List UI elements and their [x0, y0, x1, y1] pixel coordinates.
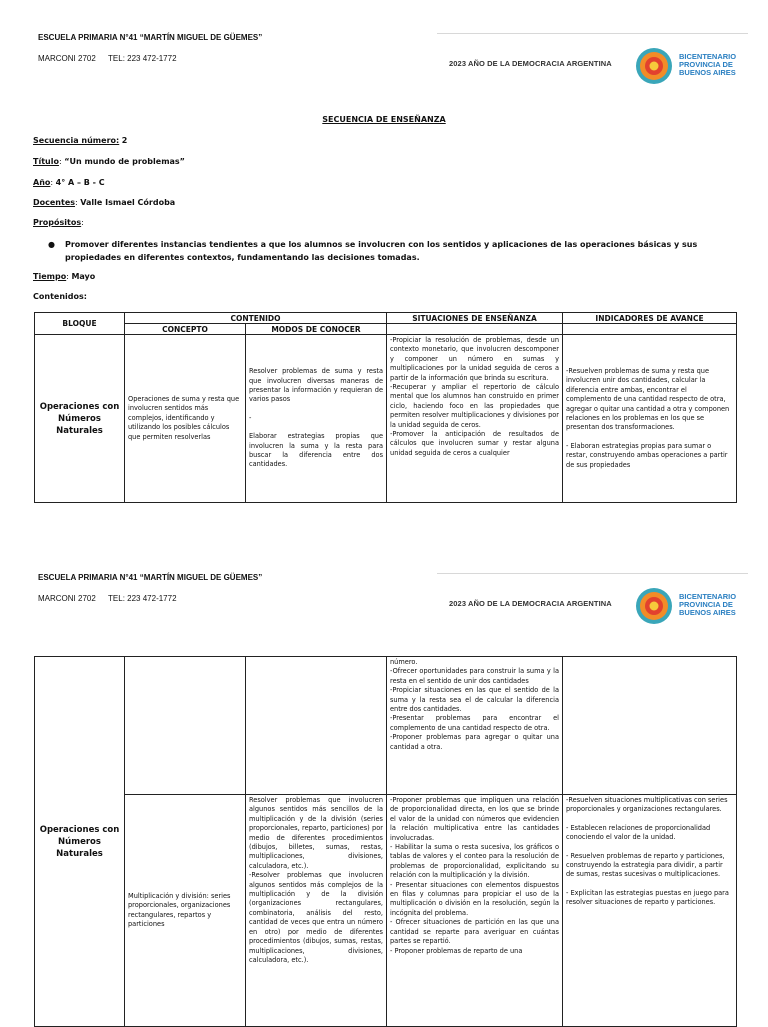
banner-logo-text: [679, 593, 736, 617]
secuencia-value: 2: [121, 136, 128, 145]
cell-concepto: Operaciones de suma y resta que involucren sentidos más complejos, identificando y utilizando los posibles cálculos que permiten resolverlas: [125, 335, 246, 503]
bicentenario-banner: [437, 573, 748, 637]
situaciones-paragraph: -Propiciar la resolución de problemas, desde un contexto monetario, que involucren descomponer y componer un número en sumas y multiplicaciones por la unidad seguida de ceros a partir de la información que brinda su escritura.: [390, 336, 560, 382]
school-phone: TEL: 223 472-1772: [108, 594, 177, 603]
indicadores-paragraph: - Establecen relaciones de proporcionalidad conociendo el valor de la unidad.: [566, 823, 711, 842]
indicadores-paragraph: - Resuelven problemas de reparto y particiones, construyendo la estrategia para dividir, a partir de sumas, restas sucesivas o multiplicaciones.: [566, 851, 725, 879]
tiempo-line: Tiempo: Mayo: [33, 272, 96, 281]
secuencia-line: [33, 136, 127, 145]
docentes-line: Docentes: Valle Ismael Córdoba: [33, 198, 176, 207]
cell-situaciones: [387, 795, 563, 1027]
school-name: ESCUELA PRIMARIA N°41 “MARTÍN MIGUEL DE GÜEMES”: [38, 33, 263, 42]
table-row: [35, 795, 737, 1027]
banner-text: 2023 AÑO DE LA DEMOCRACIA ARGENTINA: [449, 599, 612, 608]
indicadores-paragraph: -Resuelven problemas de suma y resta que involucren unir dos cantidades, calcular la diferencia entre ambas, encontrar el complemento de una cantidad respecto de otra, agregar o quitar una cantidad a otra y componen relaciones en los problemas en los que se presentan dos transformaciones.: [566, 366, 730, 432]
indicadores-paragraph: -Resuelven situaciones multiplicativas con series proporcionales y organizaciones rectangulares.: [566, 796, 728, 814]
school-contact: [38, 54, 177, 63]
header-bloque: BLOQUE: [35, 313, 125, 335]
modos-paragraph: Elaborar estrategias propias que involucren la suma y la resta para buscar la diferencia entre dos cantidades.: [249, 432, 384, 469]
indicadores-paragraph: - Explicitan las estrategias puestas en juego para resolver situaciones de reparto y particiones.: [566, 888, 729, 907]
modos-paragraph: Resolver problemas que involucren algunos sentidos más sencillos de la multiplicación y de la división (series proporcionales, reparto, particiones) por medio de diferentes procedimientos (dibujos, billetes, sumas, restas, multiplicaciones, divisiones, calculadora, etc.).: [249, 796, 383, 870]
modos-paragraph: Resolver problemas de suma y resta que involucren diversas maneras de presentar la información y requieran de varios pasos: [249, 367, 384, 404]
cell-modos: [246, 335, 387, 503]
header-indicadores: INDICADORES DE AVANCE: [563, 313, 737, 324]
indicadores-paragraph: - Elaboran estrategias propias para sumar o restar, construyendo ambas operaciones a partir de sus propiedades: [566, 441, 728, 469]
header-modos: MODOS DE CONOCER: [246, 324, 387, 335]
sun-logo-icon: [634, 46, 674, 86]
banner-logo-line: BUENOS AIRES: [679, 608, 736, 617]
header-situaciones: SITUACIONES DE ENSEÑANZA: [387, 313, 563, 324]
contenidos-table-continued: [34, 656, 737, 1027]
titulo-line: Título: “Un mundo de problemas”: [33, 157, 185, 166]
situaciones-paragraph: -Promover la anticipación de resultados de cálculos que involucren sumar y restar alguna unidad seguida de ceros a cualquier: [390, 430, 560, 457]
tiempo-value: Mayo: [71, 272, 96, 281]
cell-situaciones: [387, 657, 563, 795]
anio-label: Año: [33, 178, 51, 187]
table-subheader-row: [35, 324, 737, 335]
tiempo-label: Tiempo: [33, 272, 67, 281]
situaciones-paragraph: - Presentar situaciones con elementos dispuestos en filas y columnas para propiciar el uso de la multiplicación o división en la resolución, según la incógnita del problema.: [390, 880, 559, 917]
situaciones-paragraph: - Habilitar la suma o resta sucesiva, los gráficos o tablas de valores y el conteo para la resolución de problemas de proporcionalidad, explicitando su relación con la multiplicación y la división.: [390, 843, 559, 880]
cell-indicadores: [563, 335, 737, 503]
modos-paragraph: -: [249, 413, 252, 422]
header-empty: [387, 324, 563, 335]
cell-bloque: Operaciones con Números Naturales: [35, 335, 125, 503]
sun-logo-icon: [634, 586, 674, 626]
banner-logo-line: PROVINCIA DE: [679, 60, 733, 69]
contenidos-line: [33, 292, 87, 301]
school-phone: TEL: 223 472-1772: [108, 54, 177, 63]
banner-logo-line: BICENTENARIO: [679, 592, 737, 601]
situaciones-paragraph: número.: [390, 658, 418, 666]
situaciones-paragraph: -Proponer problemas para agregar o quitar una cantidad a otra.: [390, 733, 559, 751]
situaciones-paragraph: -Recuperar y ampliar el repertorio de cálculo mental que los alumnos han construido en primer ciclo, haciendo foco en las propiedades que permiten resolver multiplicaciones y divisiones por la unidad seguida de ceros.: [390, 383, 560, 429]
situaciones-paragraph: - Proponer problemas de reparto de una: [390, 946, 523, 955]
secuencia-label: Secuencia número:: [33, 136, 120, 145]
docentes-label: Docentes: [33, 198, 76, 207]
cell-empty: [563, 657, 737, 795]
table-row: [35, 335, 737, 503]
cell-situaciones: [387, 335, 563, 503]
bullet-icon: ●: [48, 240, 55, 249]
propositos-label: Propósitos: [33, 218, 82, 227]
banner-logo-text: [679, 53, 736, 77]
header-concepto: CONCEPTO: [125, 324, 246, 335]
modos-paragraph: -Resolver problemas que involucren algunos sentidos más complejos de la multiplicación y de la división (organizaciones rectangulares, combinatoria, análisis del resto, cantidad de veces que entra un número en otro) por medio de diferentes procedimientos (dibujos, sumas, restas, multiplicaciones, divisiones, calculadora, etc.).: [249, 871, 383, 964]
contenidos-label: Contenidos:: [33, 292, 87, 301]
table-header-row: [35, 313, 737, 324]
banner-logo-line: BICENTENARIO: [679, 52, 737, 61]
document-title: SECUENCIA DE ENSEÑANZA: [322, 115, 446, 124]
situaciones-paragraph: -Propiciar situaciones en las que el sentido de la suma y la resta sea el de calcular la diferencia entre dos cantidades.: [390, 686, 559, 714]
cell-concepto: Multiplicación y división: series proporcionales, organizaciones rectangulares, repartos y particiones: [125, 795, 246, 1027]
propositos-line: Propósitos:: [33, 218, 84, 227]
cell-empty: [246, 657, 387, 795]
propositos-item: [48, 238, 738, 264]
school-name: ESCUELA PRIMARIA N°41 “MARTÍN MIGUEL DE GÜEMES”: [38, 573, 263, 582]
banner-logo-line: BUENOS AIRES: [679, 68, 736, 77]
anio-value: 4° A – B - C: [55, 178, 105, 187]
header-empty: [563, 324, 737, 335]
school-address: MARCONI 2702: [38, 594, 96, 603]
situaciones-paragraph: - Ofrecer situaciones de partición en las que una cantidad se reparte para averiguar en cuántas partes se repartió.: [390, 918, 559, 946]
titulo-value: “Un mundo de problemas”: [64, 157, 185, 166]
propositos-text: Promover diferentes instancias tendientes a que los alumnos se involucren con los sentidos y aplicaciones de las operaciones básicas y sus propiedades en diferentes contextos, fundamentando las decisiones tomadas.: [65, 240, 698, 262]
docentes-value: Valle Ismael Córdoba: [80, 198, 176, 207]
school-address: MARCONI 2702: [38, 54, 96, 63]
cell-indicadores: [563, 795, 737, 1027]
cell-bloque: Operaciones con Números Naturales: [35, 657, 125, 1027]
situaciones-paragraph: -Proponer problemas que impliquen una relación de proporcionalidad directa, en los que se brinde el valor de la unidad con números que evidencien la relación multiplicativa entre las cantidades involucradas.: [390, 796, 559, 842]
situaciones-paragraph: -Ofrecer oportunidades para construir la suma y la resta en el sentido de unir dos cantidades: [390, 667, 559, 685]
school-contact: [38, 594, 177, 603]
document-page-2: [0, 540, 768, 1024]
anio-line: Año: 4° A – B - C: [33, 178, 105, 187]
banner-logo-line: PROVINCIA DE: [679, 600, 733, 609]
contenidos-table: [34, 312, 737, 503]
table-row: [35, 657, 737, 795]
cell-modos: [246, 795, 387, 1027]
titulo-label: Título: [33, 157, 59, 166]
cell-empty: [125, 657, 246, 795]
bicentenario-banner: [437, 33, 748, 97]
banner-text: 2023 AÑO DE LA DEMOCRACIA ARGENTINA: [449, 59, 612, 68]
situaciones-paragraph: -Presentar problemas para encontrar el complemento de una cantidad respecto de otra.: [390, 714, 559, 732]
header-contenido: CONTENIDO: [125, 313, 387, 324]
